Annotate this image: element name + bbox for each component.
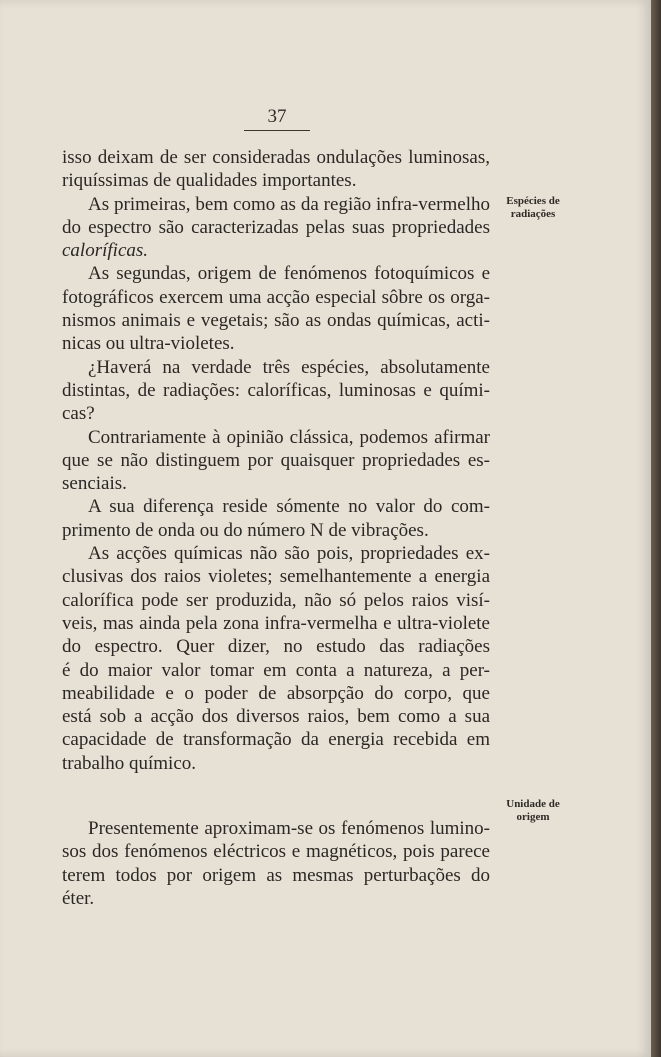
text-line: primento de onda ou do número N de vibrações. — [62, 519, 429, 541]
text-line: veis, mas ainda pela zona infra-vermelha e ultra-violete — [62, 612, 490, 634]
text-line: éter. — [62, 887, 95, 909]
margin-note-line: origem — [516, 811, 550, 823]
margin-note-line: radiações — [510, 208, 556, 220]
text-line: isso deixam de ser consideradas ondulações luminosas, — [62, 147, 490, 168]
text-line: trabalho químico. — [62, 752, 197, 774]
text-line: meabilidade e o poder de absorpção do corpo, que — [62, 682, 490, 704]
text-line: distintas, de radiações: caloríficas, luminosas e quími- — [62, 379, 490, 401]
text-line: A sua diferença reside sómente no valor do com- — [88, 496, 490, 518]
margin-note-origin-unit — [493, 798, 573, 824]
text-line: sos dos fenómenos eléctricos e magnéticos, pois parece — [62, 841, 490, 863]
page-number: 37 — [244, 106, 310, 131]
text-line: caloríficas. — [62, 240, 149, 262]
body-text — [62, 146, 490, 910]
text-line: As acções químicas não são pois, propriedades ex- — [88, 543, 490, 565]
text-line: As primeiras, bem como as da região infra-vermelho — [88, 193, 490, 215]
text-line: é do maior valor tomar em conta a natureza, a per- — [62, 659, 490, 681]
text-line: nismos animais e vegetais; são as ondas químicas, acti- — [62, 310, 490, 332]
text-line: ¿Haverá na verdade três espécies, absolutamente — [88, 356, 490, 378]
text-line: está sob a acção dos diversos raios, bem como a sua — [62, 706, 490, 728]
paragraph-gap — [62, 775, 490, 817]
text-line: cas? — [62, 403, 95, 425]
text-line: Presentemente aproximam-se os fenómenos lumino- — [88, 818, 490, 840]
text-line: nicas ou ultra-violetes. — [62, 333, 235, 355]
text-line: calorífica pode ser produzida, não só pelos raios visí- — [62, 589, 490, 611]
margin-note-line: Unidade de — [506, 798, 560, 810]
text-line: que se não distinguem por quaisquer propriedades es- — [62, 449, 490, 471]
margin-note-radiation-species — [493, 195, 573, 221]
text-line: capacidade de transformação da energia recebida em — [62, 729, 490, 751]
text-line: riquíssimas de qualidades importantes. — [62, 170, 357, 192]
text-line: Contrariamente à opinião clássica, podemos afirmar — [88, 426, 490, 448]
margin-note-line: Espécies de — [506, 195, 560, 207]
text-line: terem todos por origem as mesmas perturbações do — [62, 864, 490, 886]
text-line: clusivas dos raios violetes; semelhantemente a energia — [62, 566, 490, 588]
text-line: As segundas, origem de fenómenos fotoquímicos e — [88, 263, 490, 285]
book-edge — [651, 0, 661, 1057]
text-line: senciais. — [62, 473, 127, 495]
text-line: do espectro são caracterizadas pelas suas propriedades — [62, 216, 490, 238]
text-line: do espectro. Quer dizer, no estudo das radiações — [62, 636, 490, 658]
text-line: fotográficos exercem uma acção especial sôbre os orga- — [62, 286, 490, 308]
